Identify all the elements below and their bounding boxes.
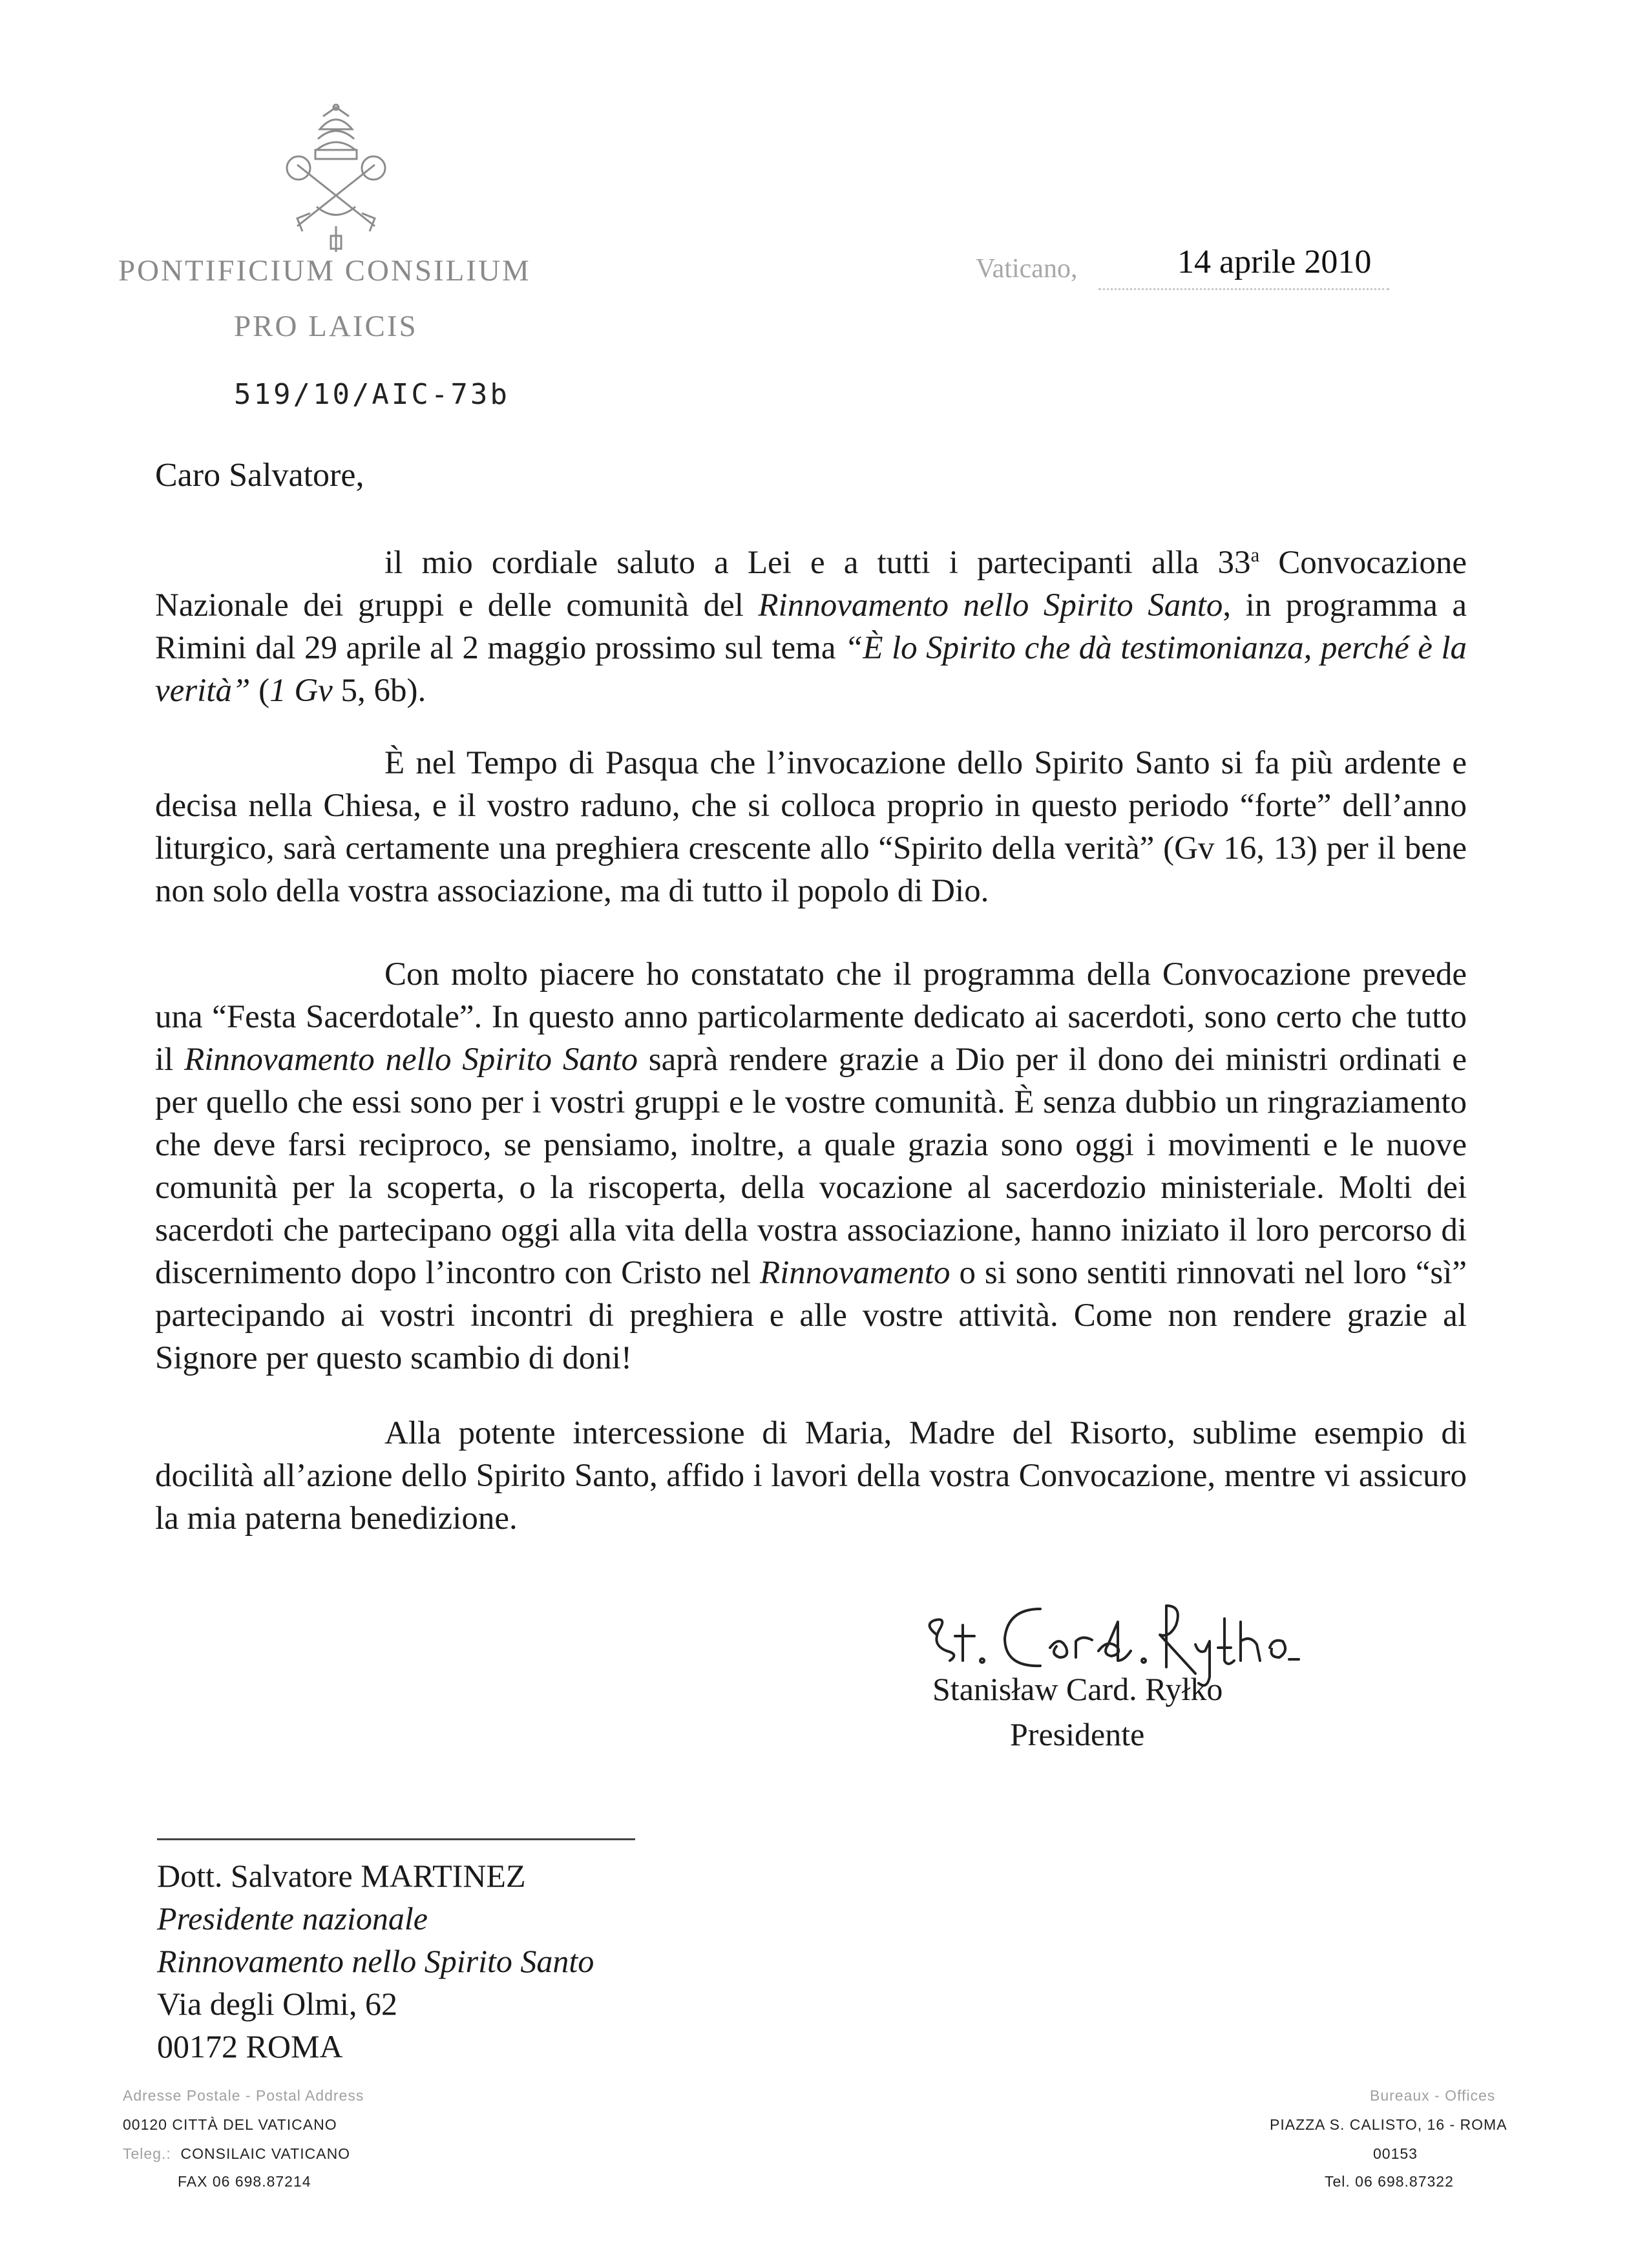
text-run: il mio cordiale saluto a Lei e a tutti i partecipanti alla 33 (384, 545, 1251, 581)
addressee-name: Dott. Salvatore MARTINEZ (157, 1858, 526, 1894)
text-run: , in programma a Rimini dal 29 aprile al 2 maggio prossimo sul tema (155, 587, 1467, 666)
addressee-title: Presidente nazionale (157, 1900, 428, 1937)
ordinal-superscript: a (1250, 544, 1260, 566)
paragraph-blessing (155, 1412, 1467, 1540)
protocol-number: 519/10/AIC-73b (234, 378, 510, 411)
letterhead-council-subtitle: PRO LAICIS (234, 310, 418, 343)
footer-offices-heading: Bureaux - Offices (1370, 2087, 1496, 2104)
text-run: Convocazione Nazionale dei gruppi e delle comunità del (155, 545, 1467, 624)
theme-quote-italic: “È lo Spirito che dà testimonianza, perché è la verità” (155, 630, 1467, 709)
paragraph-easter (155, 742, 1467, 912)
footer-postal-heading: Adresse Postale - Postal Address (123, 2087, 364, 2104)
footer-offices-address: PIAZZA S. CALISTO, 16 - ROMA (1270, 2116, 1507, 2133)
text-run: Alla potente intercessione di Maria, Madre del Risorto, sublime esempio di docilità all’azione dello Spirito Santo, affido i lavori della vostra Convocazione, mentre vi assicuro la mia paterna benedizione. (155, 1415, 1467, 1537)
footer-telegraph (123, 2145, 350, 2163)
paragraph-greeting (155, 534, 1467, 712)
scripture-ref-italic: 1 Gv (269, 673, 333, 709)
footer-offices-postcode: 00153 (1373, 2145, 1418, 2162)
date-place-label: Vaticano, (976, 254, 1078, 284)
addressee-organization: Rinnovamento nello Spirito Santo (157, 1943, 594, 1979)
signer-role: Presidente (1010, 1716, 1145, 1752)
text-run: o si sono sentiti rinnovati nel loro “sì” partecipando ai vostri incontri di preghiera e alle vostre attività. Come non rendere grazie al Signore per questo scambio di doni! (155, 1255, 1467, 1376)
addressee-city: 00172 ROMA (157, 2028, 343, 2064)
footer-postal-city: 00120 CITTÀ DEL VATICANO (123, 2116, 337, 2133)
date-dotted-line (1098, 288, 1389, 290)
papal-emblem-icon (271, 103, 401, 258)
text-run: saprà rendere grazie a Dio per il dono dei ministri ordinati e per quello che essi sono per i vostri gruppi e le vostre comunità. È senza dubbio un ringraziamento che deve farsi reciproco, se pensiamo, inoltre, a quale grazia sono oggi i movimenti e le nuove comunità per la scoperta, o la riscoperta, della vocazione al sacerdozio ministeriale. Molti dei sacerdoti che partecipano oggi alla vita della vostra associazione, hanno iniziato il loro percorso di discernimento dopo l’incontro con Cristo nel (155, 1042, 1467, 1291)
footer-telephone: Tel. 06 698.87322 (1325, 2173, 1454, 2190)
text-run: È nel Tempo di Pasqua che l’invocazione dello Spirito Santo si fa più ardente e decisa nella Chiesa, e il vostro raduno, che si colloca proprio in questo periodo “forte” dell’anno liturgico, sarà certamente una preghiera crescente allo “Spirito della verità” (Gv 16, 13) per il bene non solo della vostra associazione, ma di tutto il popolo di Dio. (155, 745, 1467, 909)
addressee-divider (157, 1838, 635, 1840)
letter-date: 14 aprile 2010 (1177, 244, 1372, 280)
letterhead-council-name: PONTIFICIUM CONSILIUM (118, 254, 531, 288)
text-run: Con molto piacere ho constatato che il programma della Convocazione prevede una “Festa Sacerdotale”. In questo anno particolarmente dedicato ai sacerdoti, sono certo che tutto il (155, 956, 1467, 1078)
text-run: ( (250, 673, 270, 709)
movement-name-italic: Rinnovamento nello Spirito Santo (758, 587, 1223, 624)
footer-fax: FAX 06 698.87214 (178, 2173, 311, 2190)
footer-telegraph-label: Teleg.: (123, 2145, 171, 2162)
text-run: 5, 6b). (332, 673, 426, 709)
signer-name: Stanisław Card. Ryłko (932, 1671, 1223, 1707)
movement-name-italic: Rinnovamento (759, 1255, 951, 1291)
salutation: Caro Salvatore, (155, 457, 364, 494)
movement-name-italic: Rinnovamento nello Spirito Santo (184, 1042, 638, 1078)
footer-telegraph-value: CONSILAIC VATICANO (180, 2145, 351, 2162)
paragraph-priestly-feast (155, 953, 1467, 1380)
addressee-street: Via degli Olmi, 62 (157, 1986, 397, 2022)
